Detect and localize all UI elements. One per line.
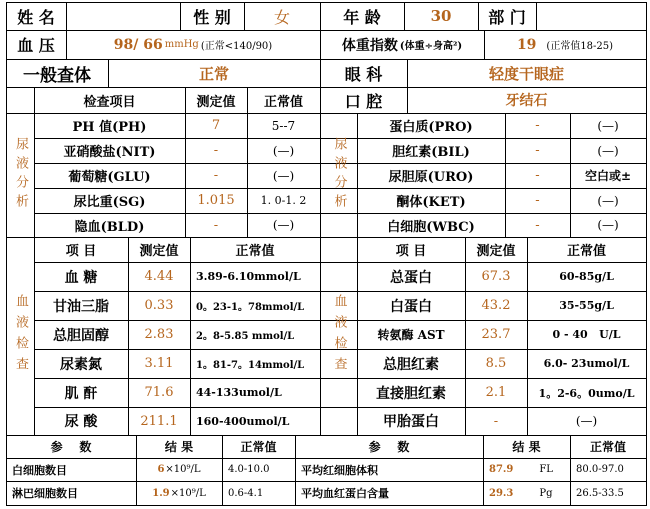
table-cell: (—) <box>597 193 619 208</box>
urine-head-normal: 正常值 <box>263 94 303 110</box>
table-cell: 60-85g/L <box>559 270 614 283</box>
table-cell: 6.0- 23umol/L <box>543 357 630 370</box>
table-cell: 211.1 <box>140 413 178 429</box>
eye-value: 轻度干眼症 <box>488 64 564 83</box>
cbc-head-result-right: 结 果 <box>512 440 541 454</box>
table-cell: 3.89-6.10mmol/L <box>196 270 301 283</box>
table-cell: 尿 酸 <box>64 414 98 430</box>
table-cell <box>136 481 222 505</box>
table-cell: 甘油三脂 <box>53 298 109 315</box>
table-cell: - <box>213 217 219 233</box>
table-cell: 1。81-7。14mmol/L <box>196 360 305 371</box>
bmi-normal: (正常值18-25) <box>546 41 614 52</box>
table-cell: - <box>535 168 540 183</box>
table-cell: 尿胆原(URO) <box>388 170 474 185</box>
blood-head-value: 测定值 <box>139 244 179 259</box>
urine-side-char-right: 尿液分析 <box>331 137 347 213</box>
cbc-value: 6 <box>157 464 165 475</box>
table-cell: 总蛋白 <box>390 269 432 286</box>
table-cell: 0。23-1。78mmol/L <box>196 302 305 313</box>
eye-label: 眼 科 <box>344 64 383 84</box>
table-cell: (—) <box>597 143 619 158</box>
general-value: 正常 <box>198 64 229 83</box>
bmi-label-cell <box>320 30 484 59</box>
table-cell: 1.015 <box>197 193 235 208</box>
table-cell: 3.11 <box>144 356 174 371</box>
blood-side-label <box>6 237 34 435</box>
cbc-value: 1.9 <box>152 487 170 499</box>
table-cell: 4.0-10.0 <box>228 464 270 475</box>
table-cell: 2。8-5.85 mmol/L <box>196 331 295 342</box>
table-cell: 67.3 <box>481 269 511 284</box>
table-cell: - <box>535 193 540 208</box>
table-cell: - <box>535 118 540 133</box>
cbc-unit: Pg <box>539 487 553 499</box>
blood-side-char-right: 血液检查 <box>331 294 347 378</box>
table-cell: (—) <box>575 414 598 428</box>
bmi-value: 19 <box>516 36 537 53</box>
sex-value: 女 <box>273 7 290 27</box>
table-cell: - <box>213 143 219 158</box>
urine-side-label-right <box>320 113 357 237</box>
table-cell: 尿比重(SG) <box>73 195 146 210</box>
cbc-head-param-right: 参 数 <box>368 440 410 454</box>
table-cell: 43.2 <box>481 298 511 313</box>
urine-head-value: 测定值 <box>196 94 236 110</box>
table-cell: 71.6 <box>144 385 174 400</box>
table-cell: (—) <box>597 218 619 232</box>
table-cell: 1. 0-1. 2 <box>260 194 307 207</box>
bp-label: 血 压 <box>17 36 55 55</box>
table-cell: PH 值(PH) <box>72 120 147 135</box>
table-cell: 总胆红素 <box>383 356 439 373</box>
table-cell: 亚硝酸盐(NIT) <box>63 145 156 160</box>
table-cell: 空白或± <box>584 169 632 183</box>
table-cell <box>483 458 570 481</box>
table-cell: 26.5-33.5 <box>576 487 624 499</box>
table-cell: 葡萄糖(GLU) <box>68 170 151 185</box>
table-cell: 平均红细胞体积 <box>301 463 378 477</box>
table-cell: 蛋白质(PRO) <box>389 120 473 135</box>
table-cell: 2.83 <box>144 327 174 342</box>
table-cell: 胆红素(BIL) <box>392 145 470 160</box>
table-cell: 血 糖 <box>64 269 98 286</box>
table-cell: 隐血(BLD) <box>74 219 145 235</box>
table-cell: 平均血红蛋白含量 <box>301 487 389 500</box>
table-cell: 44-133umol/L <box>196 386 282 399</box>
table-cell: 尿素氮 <box>60 356 102 373</box>
general-label: 一般查体 <box>23 65 91 86</box>
table-cell <box>136 458 222 481</box>
sex-label: 性 别 <box>193 7 231 27</box>
table-cell: 直接胆红素 <box>376 385 446 402</box>
oral-label: 口 腔 <box>344 91 383 111</box>
table-cell: 5--7 <box>271 118 296 133</box>
table-cell: 0.33 <box>144 298 174 313</box>
dept-value <box>536 2 646 30</box>
bp-value: 98/ 66 <box>113 36 163 53</box>
table-cell: 酮体(KET) <box>396 195 466 210</box>
table-cell: 肌 酐 <box>64 385 98 402</box>
cbc-head-normal-right: 正常值 <box>589 440 626 454</box>
table-cell: 0 - 40 U/L <box>552 328 621 341</box>
table-cell: (—) <box>597 118 619 133</box>
urine-head-item: 检查项目 <box>83 94 136 110</box>
table-cell: 160-400umol/L <box>196 414 290 428</box>
table-cell: 1。2-6。0umo/L <box>538 386 635 400</box>
blood-side-label-right <box>320 237 357 435</box>
table-cell: 白细胞数目 <box>12 463 67 477</box>
table-cell: 转氨酶 AST <box>377 328 445 342</box>
urine-side-label <box>6 113 34 237</box>
name-label: 姓 名 <box>17 7 55 27</box>
bmi-formula: (体重÷身高²) <box>399 41 463 52</box>
blood-head-value-right: 测定值 <box>476 244 516 259</box>
table-cell: - <box>535 143 540 158</box>
table-cell: 35-55g/L <box>559 299 614 312</box>
table-cell: (—) <box>272 143 295 158</box>
blood-head-item-right: 项 目 <box>395 244 427 259</box>
table-cell: - <box>213 168 219 183</box>
table-cell: 甲胎蛋白 <box>383 414 439 430</box>
cbc-value: 87.9 <box>489 464 514 475</box>
bp-unit: mmHg <box>164 39 199 50</box>
table-cell: 0.6-4.1 <box>228 487 264 499</box>
table-cell: (—) <box>272 218 295 232</box>
table-cell: 白细胞(WBC) <box>387 219 475 235</box>
cbc-head-param: 参 数 <box>50 440 92 454</box>
blood-head-normal: 正常值 <box>235 244 275 259</box>
table-cell: - <box>535 217 540 233</box>
dept-label: 部 门 <box>488 7 526 27</box>
urine-side-char: 尿液分析 <box>13 137 28 213</box>
table-cell: 总胆固醇 <box>53 327 109 344</box>
cbc-head-result: 结 果 <box>164 440 194 454</box>
bmi-cell <box>484 30 646 59</box>
blood-side-char: 血液检查 <box>13 294 28 378</box>
table-cell: 白蛋白 <box>390 298 432 315</box>
table-cell: 80.0-97.0 <box>576 464 624 475</box>
oral-value: 牙结石 <box>505 93 548 109</box>
table-cell: 8.5 <box>485 356 507 371</box>
table-cell <box>483 481 570 505</box>
table-cell: 2.1 <box>485 385 507 400</box>
bp-normal: (正常<140/90) <box>200 41 273 52</box>
cbc-unit: ×10⁹/L <box>170 487 206 499</box>
table-cell: - <box>493 413 499 429</box>
bmi-label: 体重指数 <box>341 37 398 54</box>
age-label: 年 龄 <box>343 7 381 27</box>
table-cell: 淋巴细胞数目 <box>12 487 78 500</box>
cbc-head-normal: 正常值 <box>240 440 277 454</box>
cbc-unit: ×10⁹/L <box>165 464 201 475</box>
name-value <box>66 2 180 30</box>
cbc-unit: FL <box>539 464 553 475</box>
table-cell: 4.44 <box>144 269 174 284</box>
bp-cell <box>66 30 320 59</box>
table-cell: 7 <box>211 118 221 133</box>
cbc-value: 29.3 <box>489 487 514 499</box>
table-cell: (—) <box>272 168 295 183</box>
blood-head-normal-right: 正常值 <box>566 244 606 259</box>
table-cell: 23.7 <box>481 327 511 342</box>
blood-head-item: 项 目 <box>65 244 97 259</box>
age-value: 30 <box>430 7 452 25</box>
